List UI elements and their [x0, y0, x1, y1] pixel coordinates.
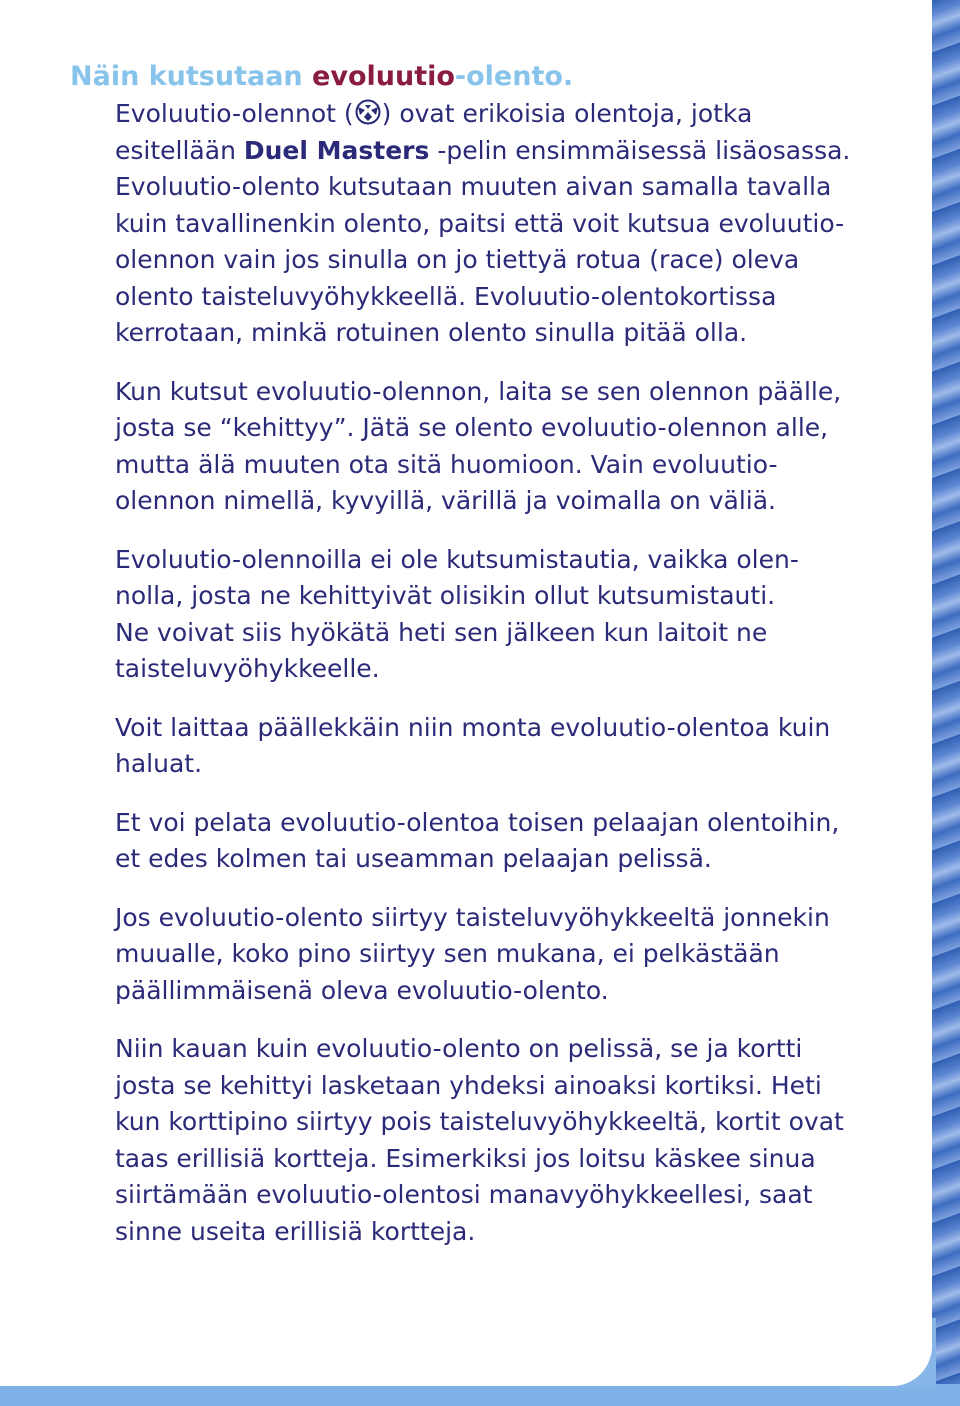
- decorative-bottom-border: [0, 1384, 960, 1406]
- text-line: kerrotaan, minkä rotuinen olento sinulla pitää olla.: [115, 318, 748, 347]
- paragraph-5: [115, 805, 890, 878]
- paragraph-1: [115, 96, 890, 352]
- text-line: Voit laittaa päällekkäin niin monta evoluutio-olentoa kuin: [115, 712, 831, 742]
- text-line: siirtämään evoluutio-olentosi manavyöhykkeellesi, saat: [115, 1180, 813, 1209]
- paragraph-4: [115, 710, 890, 783]
- paragraph-3: [115, 542, 890, 688]
- heading-highlight: evoluutio: [312, 61, 455, 92]
- text-line: Evoluutio-olennoilla ei ole kutsumistautia, vaikka olen-: [115, 544, 799, 574]
- text-line: muualle, koko pino siirtyy sen mukana, ei pelkästään: [115, 939, 780, 968]
- evolution-symbol-icon: [354, 99, 382, 125]
- text-line: esitellään Duel Masters -pelin ensimmäisessä lisäosassa.: [115, 135, 851, 165]
- text-line: taisteluvyöhykkeelle.: [115, 654, 380, 683]
- text-line: haluat.: [115, 749, 203, 778]
- paragraph-2: [115, 374, 890, 520]
- text-line: mutta älä muuten ota sitä huomioon. Vain evoluutio-: [115, 449, 778, 479]
- text-line: olennon vain jos sinulla on jo tiettyä rotua (race) oleva: [115, 245, 800, 274]
- text-line: olennon nimellä, kyvyillä, värillä ja voimalla on väliä.: [115, 486, 776, 515]
- game-title: Duel Masters: [243, 135, 430, 165]
- decorative-right-border: [930, 0, 960, 1406]
- text-line: Kun kutsut evoluutio-olennon, laita se sen olennon päälle,: [115, 376, 842, 406]
- text-line: Niin kauan kuin evoluutio-olento on pelissä, se ja kortti: [115, 1034, 803, 1063]
- text-line: Evoluutio-olento kutsutaan muuten aivan samalla tavalla: [115, 172, 832, 201]
- text-line: päällimmäisenä oleva evoluutio-olento.: [115, 975, 609, 1005]
- text-line: josta se “kehittyy”. Jätä se olento evoluutio-olennon alle,: [115, 413, 829, 442]
- text-line: et edes kolmen tai useamman pelaajan pelissä.: [115, 844, 712, 873]
- text-line: kuin tavallinenkin olento, paitsi että voit kutsua evoluutio-: [115, 208, 845, 238]
- text-line: kun korttipino siirtyy pois taisteluvyöhykkeeltä, kortit ovat: [115, 1107, 844, 1136]
- text-line: olento taisteluvyöhykkeellä. Evoluutio-olentokortissa: [115, 281, 777, 311]
- text-line: taas erillisiä kortteja. Esimerkiksi jos loitsu käskee sinua: [115, 1143, 816, 1173]
- page-number: 7: [879, 1340, 907, 1386]
- paragraph-6: [115, 900, 890, 1010]
- heading-suffix: -olento.: [454, 61, 574, 92]
- text-line: sinne useita erillisiä kortteja.: [115, 1216, 476, 1246]
- heading-prefix: Näin kutsutaan: [70, 61, 313, 92]
- paragraph-7: [115, 1031, 890, 1250]
- text-line: Jos evoluutio-olento siirtyy taisteluvyöhykkeeltä jonnekin: [115, 902, 830, 932]
- text-line: Ne voivat siis hyökätä heti sen jälkeen kun laitoit ne: [115, 617, 768, 647]
- text-line: josta se kehittyi lasketaan yhdeksi ainoaksi kortiksi. Heti: [115, 1070, 822, 1100]
- text-line: nolla, josta ne kehittyivät olisikin ollut kutsumistauti.: [115, 581, 776, 610]
- text-line: Et voi pelata evoluutio-olentoa toisen pelaajan olentoihin,: [115, 807, 840, 837]
- section-heading: [70, 58, 890, 96]
- text-line: Evoluutio-olennot ( ) ovat erikoisia olentoja, jotka: [115, 99, 753, 128]
- page-content: [70, 58, 890, 1272]
